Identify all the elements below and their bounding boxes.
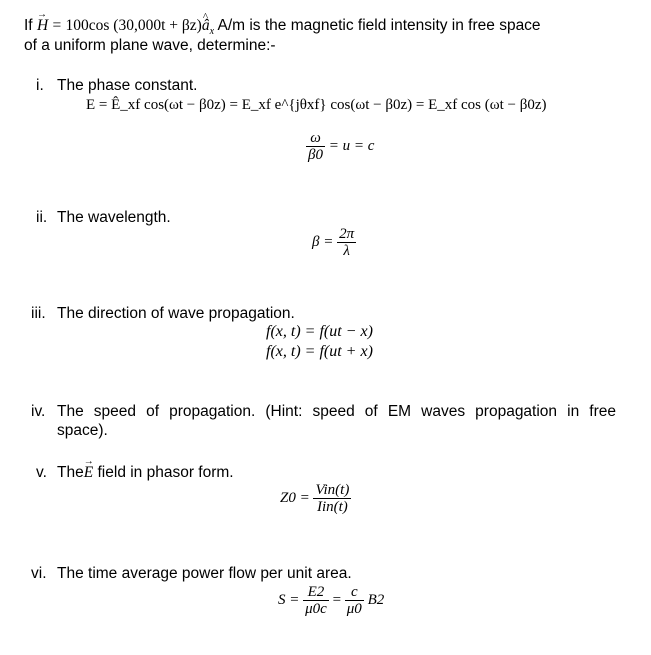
equation-propagation-1: f(x, t) = f(ut − x): [266, 323, 373, 340]
power-lhs: S =: [278, 591, 300, 608]
equation-wavelength: [312, 226, 356, 259]
item-text-iv-line2: space).: [57, 422, 108, 439]
power-fraction-2: [345, 584, 364, 617]
wavelength-lhs: β =: [312, 233, 334, 250]
item-text-ii: The wavelength.: [57, 209, 171, 226]
power-numerator-1: E2: [303, 584, 329, 601]
item-number-vi: vi.: [31, 565, 47, 582]
item-number-v: v.: [36, 464, 47, 481]
item-text-v: [57, 463, 234, 483]
speed-denominator: β0: [308, 147, 323, 163]
equation-speed: [306, 130, 374, 163]
intro-line-1: [24, 16, 541, 36]
equation-propagation-2: f(x, t) = f(ut + x): [266, 343, 373, 360]
power-numerator-2: c: [345, 584, 364, 601]
item-text-iv-line1: The speed of propagation. (Hint: speed of EM waves propagation in free: [57, 403, 616, 420]
wavelength-fraction: [337, 226, 356, 259]
wavelength-numerator: 2π: [339, 226, 355, 242]
equation-power: [278, 584, 384, 617]
item-text-i: The phase constant.: [57, 77, 198, 94]
equation-speed-fraction: [306, 130, 325, 163]
item-number-iv: iv.: [31, 403, 46, 420]
item-text-iii: The direction of wave propagation.: [57, 305, 295, 322]
speed-numerator: ω: [306, 130, 325, 147]
intro-equals: =: [52, 17, 62, 34]
item-text-vi: The time average power flow per unit area.: [57, 565, 352, 582]
intro-suffix: A/m is the magnetic field intensity in free space: [217, 17, 541, 34]
wavelength-denominator: λ: [343, 243, 350, 259]
unit-vector: ^ â: [202, 16, 210, 36]
power-denominator-1: μ0c: [305, 601, 327, 617]
intro-line-2: of a uniform plane wave, determine:-: [24, 37, 276, 54]
impedance-numerator: Vin(t): [315, 482, 350, 498]
speed-rhs: = u = c: [328, 137, 375, 154]
power-equals: =: [332, 591, 342, 608]
impedance-fraction: [313, 482, 351, 515]
power-tail: B2: [367, 591, 385, 608]
equation-phase: [86, 96, 547, 114]
impedance-lhs: Z0 =: [280, 489, 310, 506]
item-number-ii: ii.: [36, 209, 48, 226]
unit-vector-sub: x: [209, 26, 215, 38]
power-fraction-1: [303, 584, 329, 617]
equation-impedance: [280, 482, 351, 515]
equation-phase-text: E = Ê_xf cos(ωt − β0z) = E_xf e^{jθxf} cos(ωt − β0z) = E_xf cos (ωt − β0z): [86, 97, 547, 113]
item-text-v-suffix: field in phasor form.: [97, 464, 234, 481]
item-text-v-prefix: The: [57, 464, 84, 481]
impedance-denominator: Iin(t): [316, 499, 348, 515]
item-number-i: i.: [36, 77, 44, 94]
intro-prefix: If: [24, 17, 33, 34]
h-field-symbol: → H: [37, 16, 48, 36]
e-field-symbol: → E: [84, 463, 93, 483]
power-denominator-2: μ0: [346, 601, 362, 617]
item-number-iii: iii.: [31, 305, 46, 322]
h-field-expression: 100cos (30,000t + βz): [65, 17, 202, 34]
